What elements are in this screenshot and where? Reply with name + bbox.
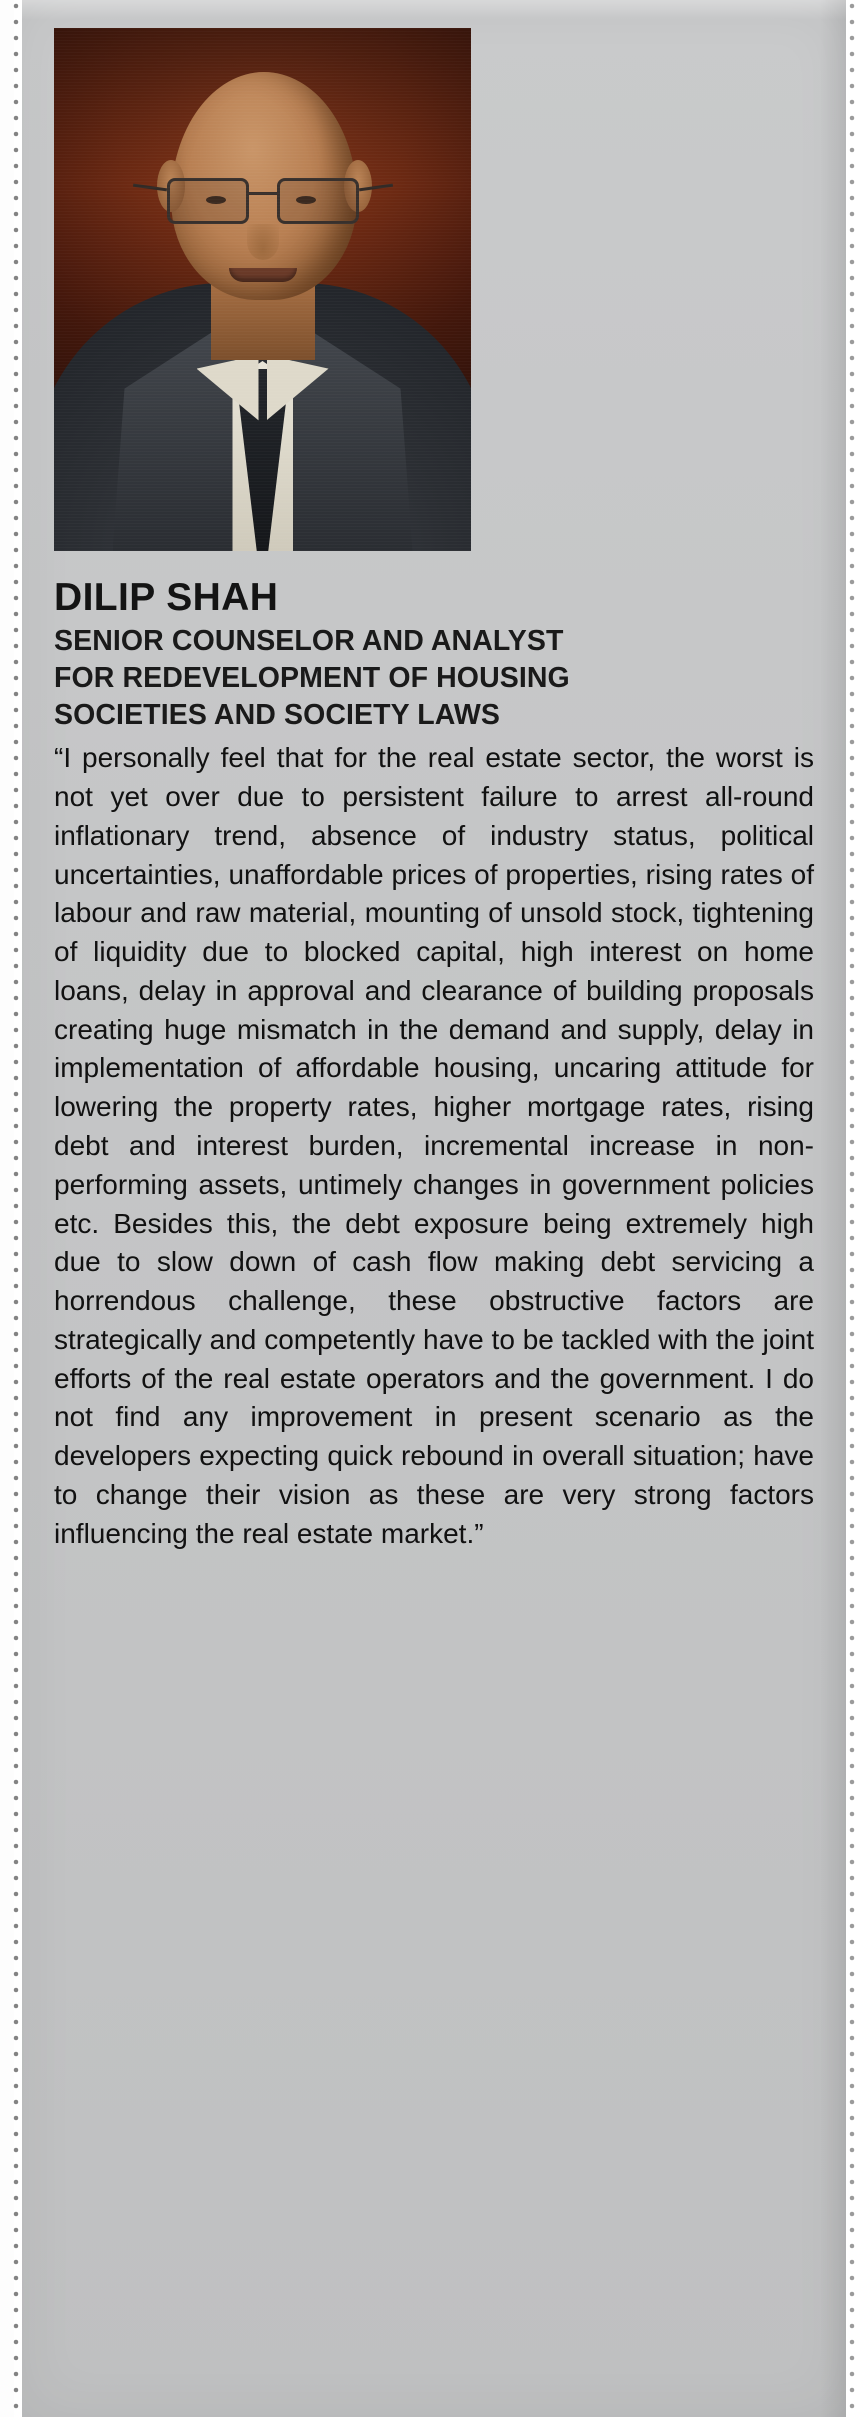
eyeglass-bridge xyxy=(247,192,279,195)
person-role-line-3: SOCIETIES AND SOCIETY LAWS xyxy=(54,698,500,731)
clipping-top-shading xyxy=(22,0,846,20)
clipping-right-shading xyxy=(820,0,846,2417)
eyeglasses-icon xyxy=(165,178,361,222)
eyeglass-lens-left xyxy=(167,178,249,224)
person-role-line-2: FOR REDEVELOPMENT OF HOUSING xyxy=(54,661,570,694)
person-name: DILIP SHAH xyxy=(54,576,279,619)
portrait-photo xyxy=(54,28,471,551)
mouth xyxy=(229,268,297,282)
person-role-line-1: SENIOR COUNSELOR AND ANALYST xyxy=(54,625,564,658)
left-perforation-strip xyxy=(10,0,22,2417)
nose xyxy=(247,224,279,260)
right-perforation-strip xyxy=(846,0,858,2417)
quote-body-text: “I personally feel that for the real estate sector, the worst is not yet over due to persistent failure to arrest all-round inflationary trend, absence of industry status, political uncertainties, unaffordable prices of properties, rising rates of labour and raw material, mounting of unsold stock, tightening of liquidity due to blocked capital, high interest on home loans, delay in approval and clearance of building proposals creating huge mismatch in the demand and supply, delay in implementation of affordable housing, uncaring attitude for lowering the property rates, higher mortgage rates, rising debt and interest burden, incremental increase in non-performing assets, untimely changes in government policies etc. Besides this, the debt exposure being extremely high due to slow down of cash flow making debt servicing a horrendous challenge, these obstructive factors are strategically and competently have to be tackled with the joint efforts of the real estate operators and the government. I do not find any improvement in present scenario as the developers expecting quick rebound in overall situation; have to change their vision as these are very strong factors influencing the real estate market.” xyxy=(54,742,814,1549)
clipping-content xyxy=(54,28,814,1553)
newspaper-clipping xyxy=(22,0,846,2417)
person-role xyxy=(54,623,754,733)
eyeglass-lens-right xyxy=(277,178,359,224)
